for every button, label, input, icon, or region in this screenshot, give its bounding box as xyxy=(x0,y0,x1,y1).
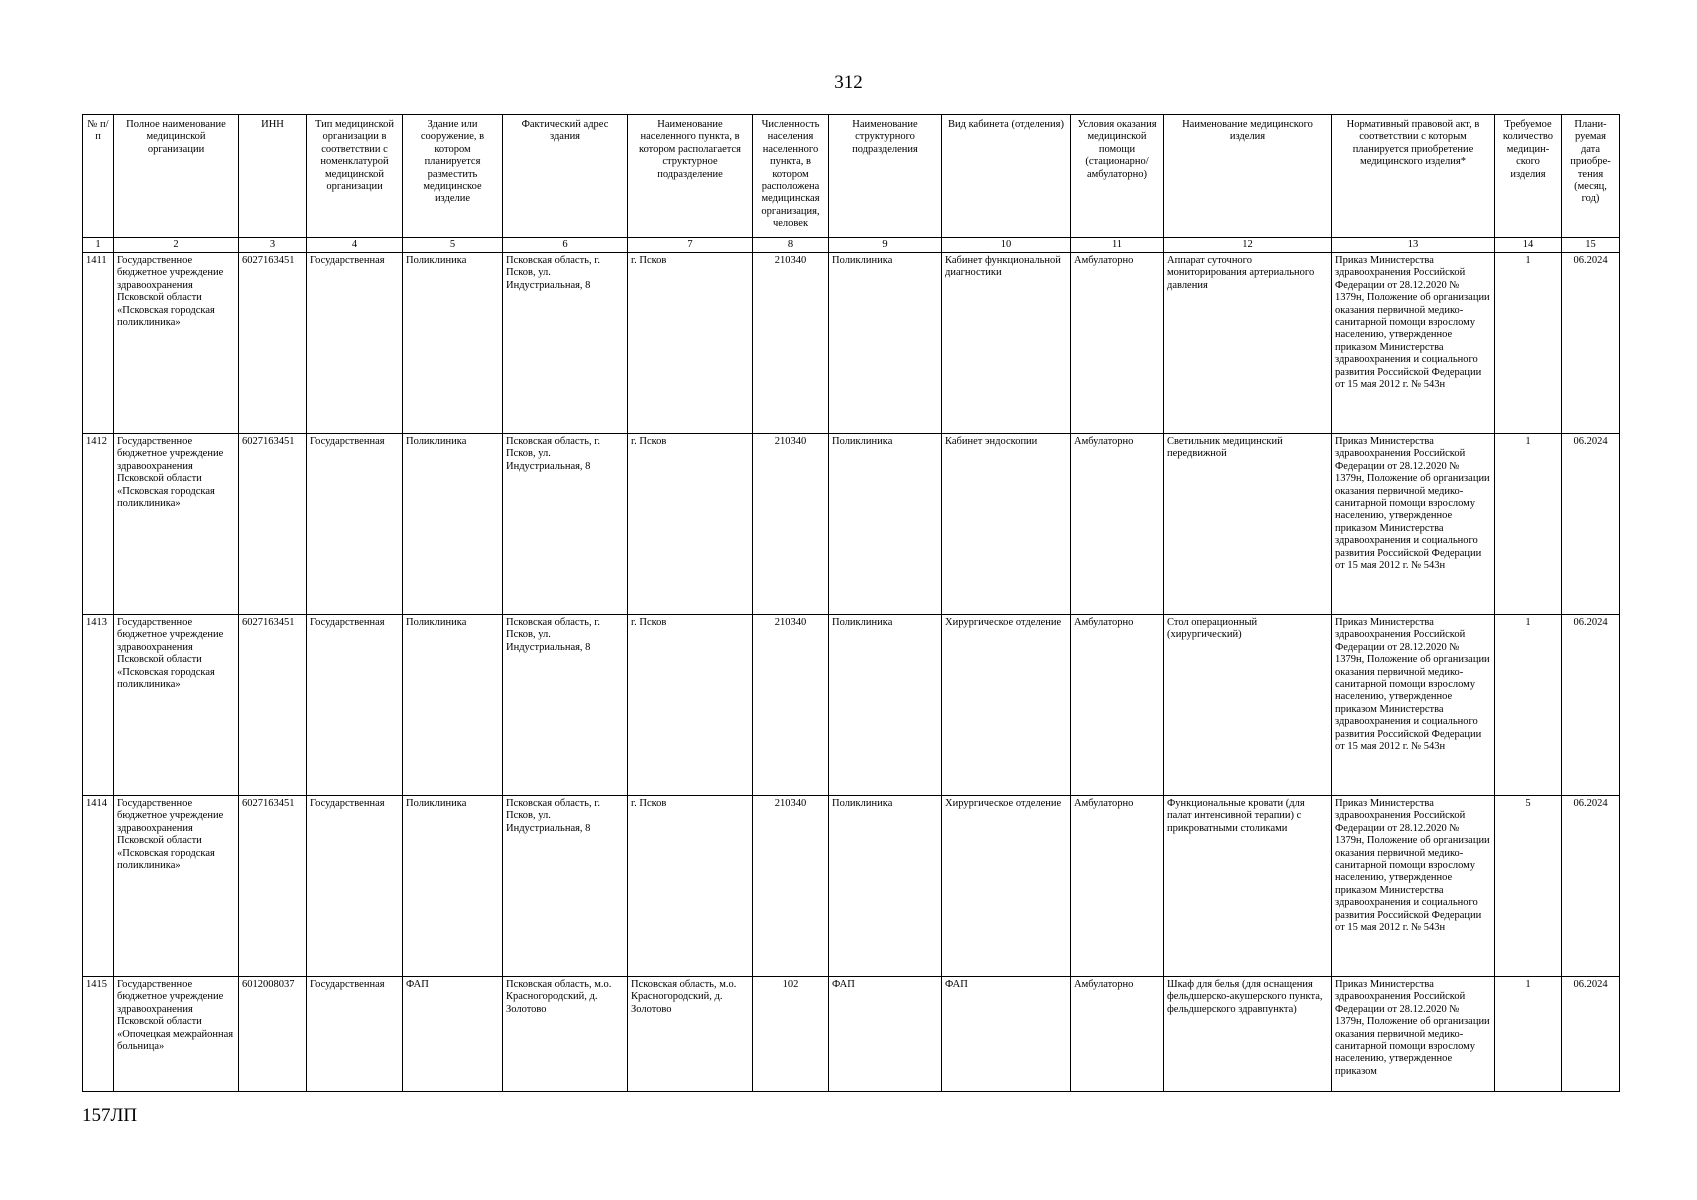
quantity: 5 xyxy=(1495,796,1562,977)
column-number: 10 xyxy=(942,238,1071,253)
row-number: 1411 xyxy=(83,253,114,434)
column-number: 12 xyxy=(1164,238,1332,253)
header-row xyxy=(83,115,1620,238)
medical-device: Аппарат суточного мониторирования артериального давления xyxy=(1164,253,1332,434)
quantity: 1 xyxy=(1495,253,1562,434)
medical-device: Шкаф для белья (для оснащения фельдшерско-акушерского пункта, фельдшерского здравпункта) xyxy=(1164,977,1332,1092)
planned-date: 06.2024 xyxy=(1562,977,1620,1092)
column-number: 6 xyxy=(503,238,628,253)
legal-act: Приказ Министерства здравоохранения Российской Федерации от 28.12.2020 № 1379н, Положение об организации оказания первичной медико-санитарной помощи взрослому населению, утвержденное приказом Министерства здравоохранения и социального развития Российской Федерации от 15 мая 2012 г. № 543н xyxy=(1332,253,1495,434)
table-row xyxy=(83,434,1620,615)
header-cell: Тип медицинской организации в соответствии с номенклатурой медицинской организации xyxy=(307,115,403,238)
room-type: Кабинет функциональной диагностики xyxy=(942,253,1071,434)
column-number: 5 xyxy=(403,238,503,253)
legal-act: Приказ Министерства здравоохранения Российской Федерации от 28.12.2020 № 1379н, Положение об организации оказания первичной медико-санитарной помощи взрослому населению, утвержденное приказом Министерства здравоохранения и социального развития Российской Федерации от 15 мая 2012 г. № 543н xyxy=(1332,434,1495,615)
settlement: г. Псков xyxy=(628,796,753,977)
header-cell: Численность населения населенного пункта, в котором расположена медицинская организация, человек xyxy=(753,115,829,238)
header-cell: № п/п xyxy=(83,115,114,238)
column-number: 11 xyxy=(1071,238,1164,253)
quantity: 1 xyxy=(1495,977,1562,1092)
division: Поликлиника xyxy=(829,434,942,615)
care-conditions: Амбулаторно xyxy=(1071,977,1164,1092)
inn: 6027163451 xyxy=(239,253,307,434)
organization-name: Государственное бюджетное учреждение здравоохранения Псковской области «Псковская городская поликлиника» xyxy=(114,615,239,796)
building: Поликлиника xyxy=(403,434,503,615)
column-number: 9 xyxy=(829,238,942,253)
document-code: 157ЛП xyxy=(82,1105,138,1126)
quantity: 1 xyxy=(1495,615,1562,796)
header-cell: Фактический адрес здания xyxy=(503,115,628,238)
care-conditions: Амбулаторно xyxy=(1071,615,1164,796)
table-row xyxy=(83,796,1620,977)
organization-type: Государственная xyxy=(307,253,403,434)
organization-name: Государственное бюджетное учреждение здравоохранения Псковской области «Опочецкая межрайонная больница» xyxy=(114,977,239,1092)
address: Псковская область, г. Псков, ул. Индустриальная, 8 xyxy=(503,253,628,434)
legal-act: Приказ Министерства здравоохранения Российской Федерации от 28.12.2020 № 1379н, Положение об организации оказания первичной медико-санитарной помощи взрослому населению, утвержденное приказом Министерства здравоохранения и социального развития Российской Федерации от 15 мая 2012 г. № 543н xyxy=(1332,615,1495,796)
legal-act: Приказ Министерства здравоохранения Российской Федерации от 28.12.2020 № 1379н, Положение об организации оказания первичной медико-санитарной помощи взрослому населению, утвержденное приказом xyxy=(1332,977,1495,1092)
population: 102 xyxy=(753,977,829,1092)
column-number: 2 xyxy=(114,238,239,253)
address: Псковская область, г. Псков, ул. Индустриальная, 8 xyxy=(503,796,628,977)
header-cell: Нормативный правовой акт, в соответствии с которым планируется приобретение медицинского изделия* xyxy=(1332,115,1495,238)
row-number: 1414 xyxy=(83,796,114,977)
row-number: 1413 xyxy=(83,615,114,796)
organization-type: Государственная xyxy=(307,796,403,977)
building: Поликлиника xyxy=(403,796,503,977)
building: Поликлиника xyxy=(403,615,503,796)
inn: 6027163451 xyxy=(239,796,307,977)
building: Поликлиника xyxy=(403,253,503,434)
population: 210340 xyxy=(753,434,829,615)
room-type: Хирургическое отделение xyxy=(942,615,1071,796)
column-number: 15 xyxy=(1562,238,1620,253)
row-number: 1412 xyxy=(83,434,114,615)
planned-date: 06.2024 xyxy=(1562,615,1620,796)
medical-device: Стол операционный (хирургический) xyxy=(1164,615,1332,796)
column-number: 1 xyxy=(83,238,114,253)
column-number: 7 xyxy=(628,238,753,253)
header-cell: Вид кабинета (отделения) xyxy=(942,115,1071,238)
settlement: Псковская область, м.о. Красногородский, д. Золотово xyxy=(628,977,753,1092)
header-cell: Наименование населенного пункта, в котором располагается структурное подразделение xyxy=(628,115,753,238)
column-number-row xyxy=(83,238,1620,253)
table-row xyxy=(83,253,1620,434)
settlement: г. Псков xyxy=(628,434,753,615)
header-cell: Здание или сооружение, в котором планируется разместить медицинское изделие xyxy=(403,115,503,238)
inn: 6012008037 xyxy=(239,977,307,1092)
care-conditions: Амбулаторно xyxy=(1071,253,1164,434)
care-conditions: Амбулаторно xyxy=(1071,796,1164,977)
planned-date: 06.2024 xyxy=(1562,253,1620,434)
division: ФАП xyxy=(829,977,942,1092)
planned-date: 06.2024 xyxy=(1562,796,1620,977)
organization-type: Государственная xyxy=(307,434,403,615)
header-cell: Полное наименование медицинской организации xyxy=(114,115,239,238)
table-row xyxy=(83,615,1620,796)
medical-device: Функциональные кровати (для палат интенсивной терапии) с прикроватными столиками xyxy=(1164,796,1332,977)
division: Поликлиника xyxy=(829,253,942,434)
header-cell: Наименование структурного подразделения xyxy=(829,115,942,238)
inn: 6027163451 xyxy=(239,615,307,796)
page-number: 312 xyxy=(834,72,863,93)
header-cell: Требуемое количество медицин-ского изделия xyxy=(1495,115,1562,238)
quantity: 1 xyxy=(1495,434,1562,615)
organization-name: Государственное бюджетное учреждение здравоохранения Псковской области «Псковская городская поликлиника» xyxy=(114,796,239,977)
column-number: 4 xyxy=(307,238,403,253)
header-cell: Плани-руемая дата приобре-тения (месяц, год) xyxy=(1562,115,1620,238)
building: ФАП xyxy=(403,977,503,1092)
settlement: г. Псков xyxy=(628,615,753,796)
column-number: 14 xyxy=(1495,238,1562,253)
division: Поликлиника xyxy=(829,615,942,796)
column-number: 13 xyxy=(1332,238,1495,253)
room-type: Кабинет эндоскопии xyxy=(942,434,1071,615)
organization-type: Государственная xyxy=(307,615,403,796)
population: 210340 xyxy=(753,253,829,434)
medical-device: Светильник медицинский передвижной xyxy=(1164,434,1332,615)
header-cell: ИНН xyxy=(239,115,307,238)
care-conditions: Амбулаторно xyxy=(1071,434,1164,615)
address: Псковская область, г. Псков, ул. Индустриальная, 8 xyxy=(503,434,628,615)
room-type: Хирургическое отделение xyxy=(942,796,1071,977)
population: 210340 xyxy=(753,796,829,977)
header-cell: Условия оказания медицинской помощи (стационарно/ амбулаторно) xyxy=(1071,115,1164,238)
column-number: 3 xyxy=(239,238,307,253)
legal-act: Приказ Министерства здравоохранения Российской Федерации от 28.12.2020 № 1379н, Положение об организации оказания первичной медико-санитарной помощи взрослому населению, утвержденное приказом Министерства здравоохранения и социального развития Российской Федерации от 15 мая 2012 г. № 543н xyxy=(1332,796,1495,977)
column-number: 8 xyxy=(753,238,829,253)
row-number: 1415 xyxy=(83,977,114,1092)
address: Псковская область, г. Псков, ул. Индустриальная, 8 xyxy=(503,615,628,796)
planned-date: 06.2024 xyxy=(1562,434,1620,615)
organization-name: Государственное бюджетное учреждение здравоохранения Псковской области «Псковская городская поликлиника» xyxy=(114,253,239,434)
table-row xyxy=(83,977,1620,1092)
inn: 6027163451 xyxy=(239,434,307,615)
organization-type: Государственная xyxy=(307,977,403,1092)
equipment-table xyxy=(82,114,1620,1092)
header-cell: Наименование медицинского изделия xyxy=(1164,115,1332,238)
address: Псковская область, м.о. Красногородский, д. Золотово xyxy=(503,977,628,1092)
population: 210340 xyxy=(753,615,829,796)
settlement: г. Псков xyxy=(628,253,753,434)
organization-name: Государственное бюджетное учреждение здравоохранения Псковской области «Псковская городская поликлиника» xyxy=(114,434,239,615)
room-type: ФАП xyxy=(942,977,1071,1092)
division: Поликлиника xyxy=(829,796,942,977)
